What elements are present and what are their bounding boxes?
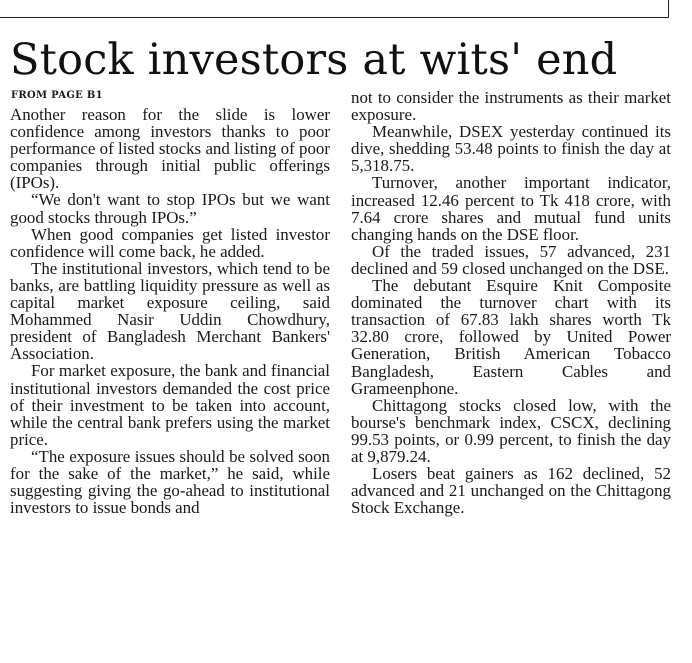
paragraph: Meanwhile, DSEX yesterday continued its dive, shedding 53.48 points to finish the day at 5,318.75. — [351, 122, 671, 176]
paragraph: For market exposure, the bank and financial institutional investors demanded the cost price of their investment to be taken into account, while the central bank prefers using the market price. — [10, 361, 330, 449]
paragraph: Losers beat gainers as 162 declined, 52 advanced and 21 unchanged on the Chittagong Stock Exchange. — [351, 464, 671, 518]
paragraph: Chittagong stocks closed low, with the bourse's benchmark index, CSCX, declining 99.53 points, or 0.99 percent, to finish the day at 9,879.24. — [351, 395, 671, 466]
paragraph: Of the traded issues, 57 advanced, 231 declined and 59 closed unchanged on the DSE. — [351, 241, 671, 278]
paragraph: “The exposure issues should be solved soon for the sake of the market,” he said, while suggesting giving the go-ahead to institutional investors to issue bonds and — [10, 446, 330, 518]
paragraph: The debutant Esquire Knit Composite dominated the turnover chart with its transaction of 67.83 lakh shares worth Tk 32.80 crore, followed by United Power Generation, British American Tobacco Bangladesh, Eastern Cables and Grameenphone. — [351, 276, 671, 398]
paragraph: Turnover, another important indicator, increased 12.46 percent to Tk 418 crore, with 7.64 crore shares and mutual fund units changing hands on the DSE floor. — [351, 173, 671, 244]
paragraph: not to consider the instruments as their market exposure. — [351, 88, 671, 125]
paragraph: The institutional investors, which tend to be banks, are battling liquidity pressure as well as capital market exposure ceiling, said Mohammed Nasir Uddin Chowdhury, president of Bangladesh Merchant Bankers' Association. — [10, 258, 330, 364]
left-column — [10, 106, 330, 516]
column-rule — [668, 0, 669, 18]
right-column — [351, 89, 671, 516]
headline: Stock investors at wits' end — [10, 35, 618, 85]
paragraph: When good companies get listed investor confidence will come back, he added. — [10, 224, 330, 261]
paragraph: Another reason for the slide is lower confidence among investors thanks to poor performance of listed stocks and listing of poor companies through initial public offerings (IPOs). — [10, 105, 330, 193]
jump-line: FROM PAGE B1 — [11, 90, 103, 101]
paragraph: “We don't want to stop IPOs but we want good stocks through IPOs.” — [10, 190, 330, 227]
top-rule — [0, 17, 668, 18]
